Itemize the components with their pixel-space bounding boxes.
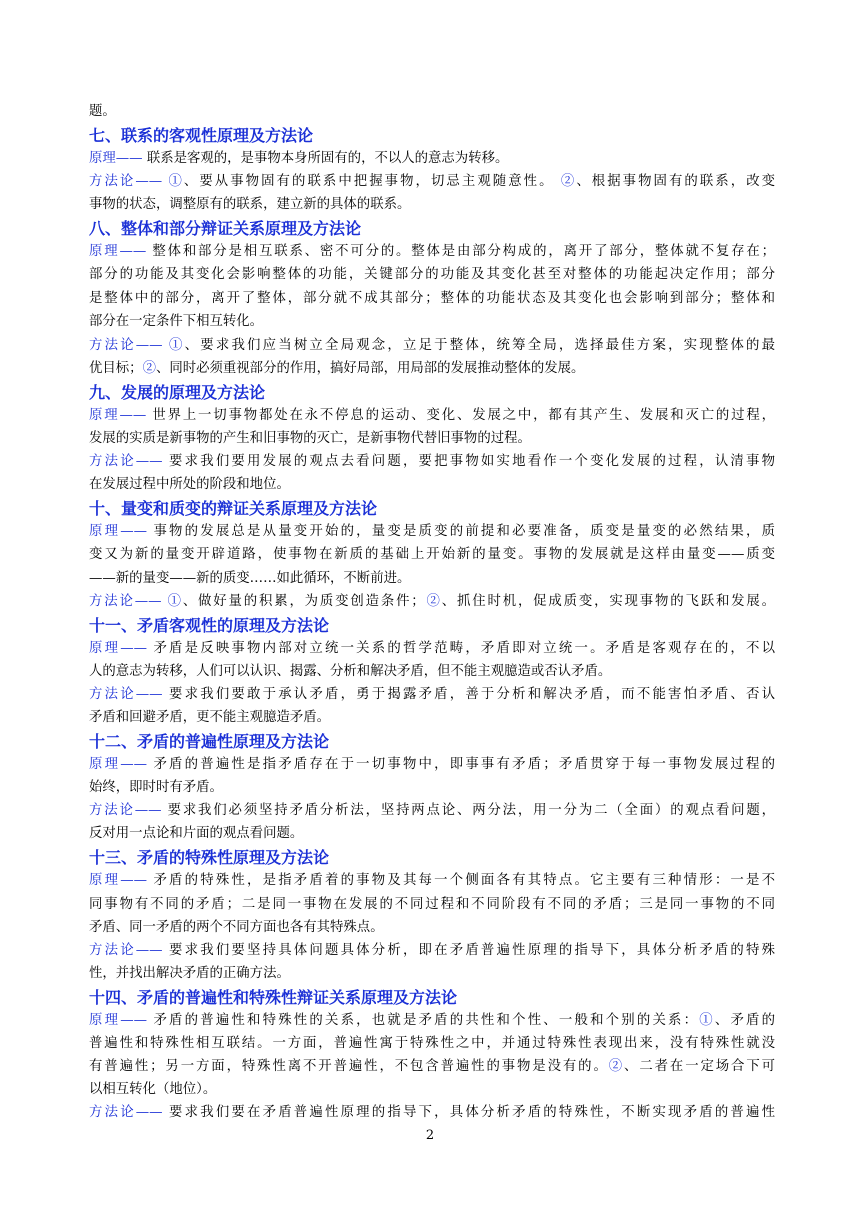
method-text: 、同时必须重视部分的作用，搞好局部，用局部的发展推动整体的发展。: [155, 360, 585, 376]
section-heading: 九、发展的原理及方法论: [89, 382, 266, 402]
principle-text: 部分在一定条件下相互转化。: [89, 313, 264, 329]
principle-label: 原理——: [89, 244, 147, 260]
method-text: 要求我们必须坚持矛盾分析法，坚持两点论、两分法，用一分为二（全面）的观点看问题，: [167, 803, 775, 819]
principle-text: 矛盾的特殊性，是指矛盾着的事物及其每一个侧面各有其特点。它主要有三种情形：一是不: [153, 873, 775, 889]
principle-label: 原理——: [89, 757, 147, 773]
principle-text: 联系是客观的，是事物本身所固有的，不以人的意志为转移。: [146, 151, 509, 167]
method-text: 、要求我们应当树立全局观念，立足于整体，统筹全局，选择最佳方案，实现整体的最: [184, 337, 775, 353]
principle-text: ——新的量变——新的质变……如此循环，不断前进。: [89, 570, 411, 586]
method-text: 要求我们要敢于承认矛盾，勇于揭露矛盾，善于分析和解决矛盾，而不能害怕矛盾、否认: [169, 686, 775, 702]
section-heading: 十三、矛盾的特殊性原理及方法论: [89, 848, 330, 868]
principle-text: 、二者在一定场合下可: [624, 1059, 775, 1075]
principle-text: 矛盾、同一矛盾的两个不同方面也各有其特殊点。: [89, 919, 384, 935]
section-heading: 八、整体和部分辩证关系原理及方法论: [89, 219, 362, 239]
method-label: 方法论——: [89, 337, 163, 353]
method-text: 、做好量的积累，为质变创造条件；: [182, 593, 425, 609]
method-text: 、抓住时机，促成质变，实现事物的飞跃和发展。: [441, 593, 775, 609]
principle-text: 同事物有不同的矛盾；二是同一事物在发展的不同过程和不同阶段有不同的矛盾；三是同一事物的不同: [89, 896, 775, 912]
item-number: ②: [142, 360, 156, 376]
principle-text: 世界上一切事物都处在永不停息的运动、变化、发展之中，都有其产生、发展和灭亡的过程，: [152, 407, 775, 423]
principle-text: 矛盾的普遍性是指矛盾存在于一切事物中，即事事有矛盾；矛盾贯穿于每一事物发展过程的: [153, 757, 775, 773]
principle-label: 原理——: [89, 1012, 147, 1028]
item-number: ②: [424, 593, 442, 609]
principle-text: 整体和部分是相互联系、密不可分的。整体是由部分构成的，离开了部分，整体就不复存在；: [152, 244, 775, 260]
continuation-text: 题。: [89, 104, 116, 119]
principle-text: 变又为新的量变开辟道路，使事物在新质的基础上开始新的量变。事物的发展就是这样由量变——质变: [89, 547, 775, 563]
item-number: ①: [169, 337, 185, 353]
principle-text: 有普遍性；另一方面，特殊性离不开普遍性，不包含普遍性的事物是没有的。: [89, 1059, 609, 1075]
item-number: ②: [560, 174, 577, 190]
method-text: 矛盾和回避矛盾，更不能主观臆造矛盾。: [89, 709, 331, 725]
section-heading: 十、量变和质变的辩证关系原理及方法论: [89, 499, 378, 519]
item-number: ②: [608, 1059, 625, 1075]
item-number: ①: [167, 593, 183, 609]
section-heading: 十四、矛盾的普遍性和特殊性辩证关系原理及方法论: [89, 987, 458, 1007]
method-text: 反对用一点论和片面的观点看问题。: [89, 826, 304, 842]
principle-text: 人的意志为转移，人们可以认识、揭露、分析和解决矛盾，但不能主观臆造或否认矛盾。: [89, 663, 612, 679]
principle-text: 始终，即时时有矛盾。: [89, 780, 223, 796]
principle-text: 发展的实质是新事物的产生和旧事物的灭亡，是新事物代替旧事物的过程。: [89, 431, 531, 447]
item-number: ①: [168, 174, 184, 190]
principle-text: 部分的功能及其变化会影响整体的功能，关键部分的功能及其变化甚至对整体的功能起决定作用；部分: [89, 267, 775, 283]
method-label: 方法论——: [89, 593, 162, 609]
principle-text: 矛盾的普遍性和特殊性的关系，也就是矛盾的共性和个性、一般和个别的关系：: [153, 1012, 700, 1028]
method-text: 优目标；: [89, 360, 143, 376]
section-heading: 十一、矛盾客观性的原理及方法论: [89, 615, 330, 635]
document-page: [89, 100, 775, 1124]
principle-label: 原理——: [89, 407, 147, 423]
method-label: 方法论——: [89, 686, 163, 702]
method-label: 方法论——: [89, 174, 163, 190]
item-number: ①: [699, 1012, 715, 1028]
principle-text: 矛盾是反映事物内部对立统一关系的哲学范畴，矛盾即对立统一。矛盾是客观存在的，不以: [153, 640, 775, 656]
principle-text: 是整体中的部分，离开了整体，部分就不成其部分；整体的功能状态及其变化也会影响到部分；整体和: [89, 290, 775, 306]
principle-text: 普遍性和特殊性相互联结。一方面，普遍性寓于特殊性之中，并通过特殊性表现出来，没有特殊性就没: [89, 1036, 775, 1051]
principle-label: 原理——: [89, 524, 147, 540]
method-text: 在发展过程中所处的阶段和地位。: [89, 477, 290, 493]
method-text: 要求我们要用发展的观点去看问题，要把事物如实地看作一个变化发展的过程，认清事物: [169, 454, 775, 470]
method-text: 事物的状态，调整原有的联系，建立新的具体的联系。: [89, 197, 411, 213]
method-text: 、要从事物固有的联系中把握事物，切忌主观随意性。: [183, 174, 555, 190]
method-label: 方法论——: [89, 942, 163, 958]
principle-label: 原理——: [89, 640, 147, 656]
principle-text: 、矛盾的: [714, 1012, 775, 1028]
principle-text: 事物的发展总是从量变开始的，量变是质变的前提和必要准备，质变是量变的必然结果，质: [153, 524, 775, 540]
principle-label: 原理——: [89, 873, 147, 889]
method-label: 方法论——: [89, 1105, 163, 1121]
method-label: 方法论——: [89, 803, 162, 819]
method-text: 要求我们要坚持具体问题具体分析，即在矛盾普遍性原理的指导下，具体分析矛盾的特殊: [169, 942, 775, 958]
principle-label: 原理——: [89, 151, 143, 167]
section-heading: 十二、矛盾的普遍性原理及方法论: [89, 732, 330, 752]
section-heading: 七、联系的客观性原理及方法论: [89, 126, 314, 146]
method-label: 方法论——: [89, 454, 163, 470]
page-number: 2: [425, 1128, 435, 1143]
principle-text: 以相互转化（地位）。: [89, 1082, 217, 1098]
method-text: 性，并找出解决矛盾的正确方法。: [89, 965, 290, 981]
method-text: 、根据事物固有的联系，改变: [576, 174, 775, 190]
method-text: 要求我们要在矛盾普遍性原理的指导下，具体分析矛盾的特殊性，不断实现矛盾的普遍性: [169, 1105, 775, 1121]
